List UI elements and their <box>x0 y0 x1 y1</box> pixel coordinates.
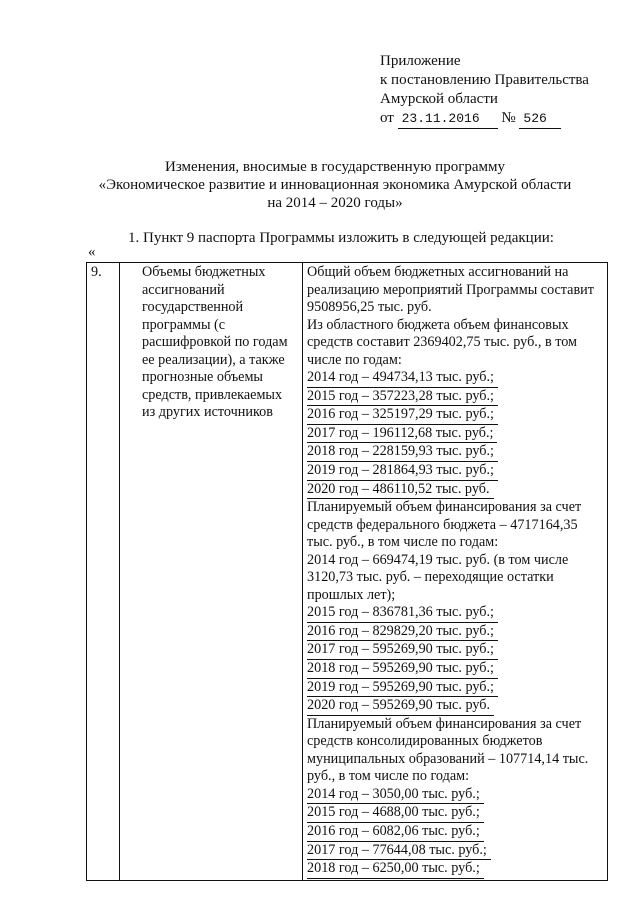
decree-date: 23.11.2016 <box>398 109 498 129</box>
federal-year-2016: 2016 год – 829829,20 тыс. руб.; <box>307 623 498 642</box>
federal-year-2017: 2017 год – 595269,90 тыс. руб.; <box>307 641 498 660</box>
federal-year-2015: 2015 год – 836781,36 тыс. руб.; <box>307 604 498 623</box>
date-prefix: от <box>380 110 394 126</box>
title-line-2: «Экономическое развитие и инновационная экономика Амурской области <box>98 177 572 193</box>
regional-year-2015: 2015 год – 357223,28 тыс. руб.; <box>307 388 498 407</box>
federal-year-2018: 2018 год – 595269,90 тыс. руб.; <box>307 660 498 679</box>
regional-year-2020: 2020 год – 486110,52 тыс. руб. <box>307 481 494 500</box>
passport-table <box>86 262 608 881</box>
federal-intro: Планируемый объем финансирования за счет средств федерального бюджета – 4717164,35 тыс. руб., в том числе по годам: <box>307 499 582 551</box>
appendix-date-line <box>380 109 589 129</box>
municipal-year-2015: 2015 год – 4688,00 тыс. руб.; <box>307 804 484 823</box>
title-line-3: на 2014 – 2020 годы» <box>267 195 403 211</box>
point-instruction: 1. Пункт 9 паспорта Программы изложить в следующей редакции: <box>128 230 554 246</box>
federal-year-2014: 2014 год – 669474,19 тыс. руб. (в том числе 3120,73 тыс. руб. – переходящие остатки прошлых лет); <box>307 551 569 603</box>
appendix-title: Приложение <box>380 53 461 69</box>
municipal-intro: Планируемый объем финансирования за счет средств консолидированных бюджетов муниципальных образований – 107714,14 тыс. руб., в том числе по годам: <box>307 715 589 785</box>
municipal-year-2018: 2018 год – 6250,00 тыс. руб.; <box>307 860 484 879</box>
appendix-decree: к постановлению Правительства <box>380 72 589 88</box>
federal-year-2020: 2020 год – 595269,90 тыс. руб. <box>307 697 494 716</box>
regional-year-2018: 2018 год – 228159,93 тыс. руб.; <box>307 443 498 462</box>
appendix-header <box>380 52 589 129</box>
municipal-year-2014: 2014 год – 3050,00 тыс. руб.; <box>307 786 484 805</box>
row-number: 9. <box>87 263 120 881</box>
decree-number: 526 <box>519 109 561 129</box>
table-row <box>87 263 608 881</box>
total-amount: Общий объем бюджетных ассигнований на реализацию мероприятий Программы составит 9508956,25 тыс. руб. <box>307 264 594 316</box>
regional-year-2014: 2014 год – 494734,13 тыс. руб.; <box>307 369 498 388</box>
number-prefix: № <box>501 110 516 126</box>
row-name: Объемы бюджетных ассигнований государственной программы (с расшифровкой по годам ее реализации), а также прогнозные объемы средств, привлекаемых из других источников <box>120 263 303 881</box>
regional-intro: Из областного бюджета объем финансовых средств составит 2369402,75 тыс. руб., в том числе по годам: <box>307 316 578 368</box>
appendix-region: Амурской области <box>380 91 498 107</box>
regional-year-2019: 2019 год – 281864,93 тыс. руб.; <box>307 462 498 481</box>
regional-year-2017: 2017 год – 196112,68 тыс. руб.; <box>307 425 497 444</box>
regional-year-2016: 2016 год – 325197,29 тыс. руб.; <box>307 406 498 425</box>
federal-year-2019: 2019 год – 595269,90 тыс. руб.; <box>307 679 498 698</box>
title-line-1: Изменения, вносимые в государственную программу <box>165 159 505 175</box>
document-title <box>70 158 600 212</box>
municipal-year-2017: 2017 год – 77644,08 тыс. руб.; <box>307 842 491 861</box>
opening-quote: « <box>88 244 96 260</box>
municipal-year-2016: 2016 год – 6082,06 тыс. руб.; <box>307 823 484 842</box>
row-content <box>303 263 608 881</box>
